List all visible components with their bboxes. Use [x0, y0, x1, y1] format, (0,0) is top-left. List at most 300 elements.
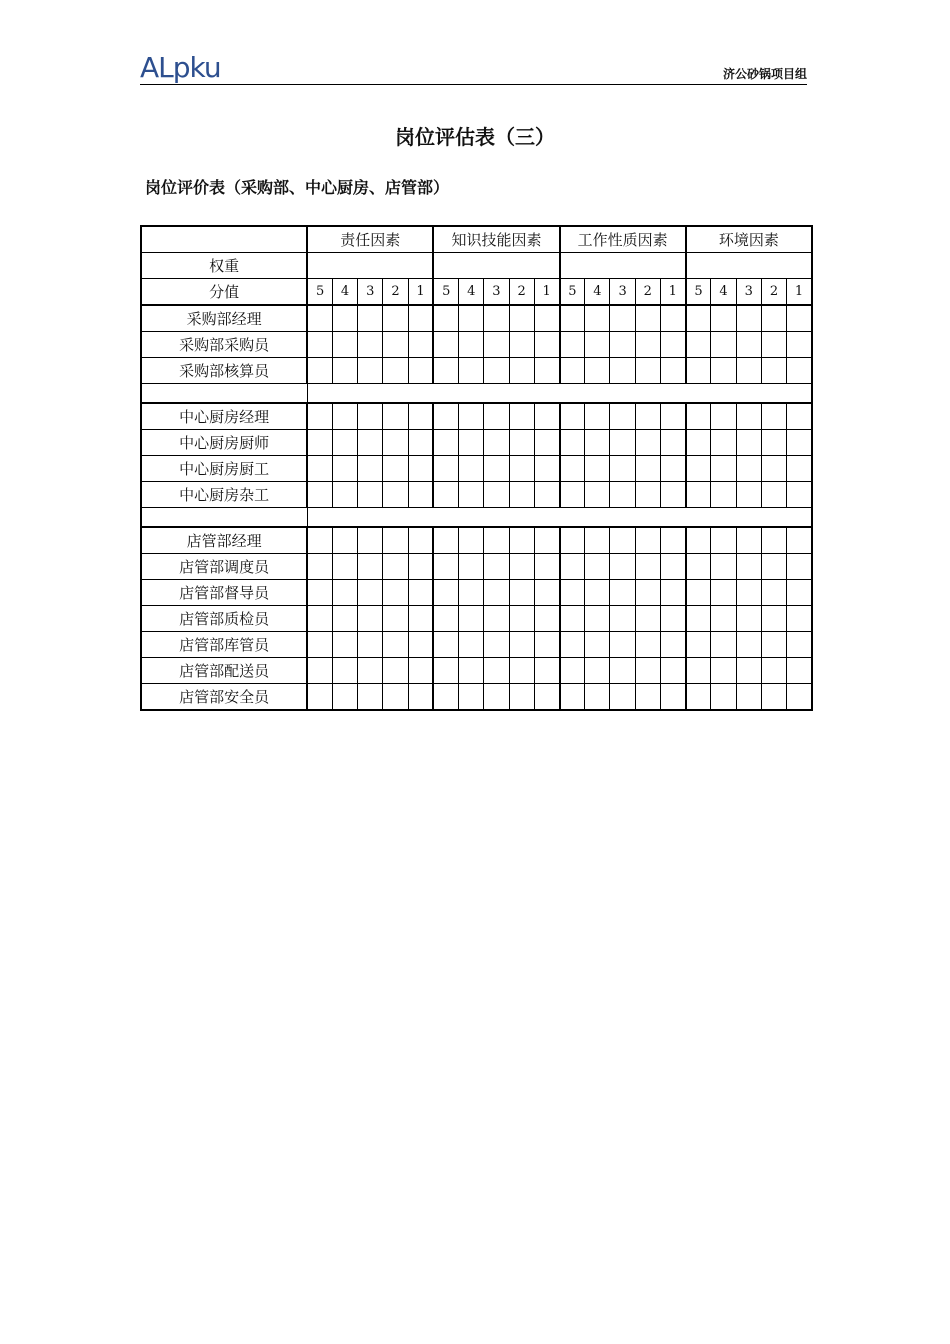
rating-cell — [358, 456, 383, 482]
rating-cell — [761, 403, 786, 430]
rating-cell — [358, 403, 383, 430]
rating-cell — [560, 684, 585, 711]
rating-cell — [736, 658, 761, 684]
rating-cell — [408, 658, 433, 684]
factor-header: 责任因素 — [307, 226, 433, 253]
rating-cell — [736, 430, 761, 456]
rating-cell — [711, 332, 736, 358]
position-label: 店管部库管员 — [141, 632, 307, 658]
rating-cell — [534, 554, 559, 580]
rating-cell — [332, 658, 357, 684]
position-row — [141, 403, 812, 430]
rating-cell — [408, 554, 433, 580]
position-row — [141, 332, 812, 358]
rating-cell — [358, 606, 383, 632]
rating-cell — [635, 305, 660, 332]
rating-cell — [484, 358, 509, 384]
rating-cell — [408, 684, 433, 711]
rating-cell — [560, 482, 585, 508]
rating-cell — [686, 482, 711, 508]
rating-cell — [534, 430, 559, 456]
score-value: 4 — [585, 279, 610, 306]
position-row — [141, 632, 812, 658]
rating-cell — [635, 554, 660, 580]
rating-cell — [307, 632, 332, 658]
score-value: 4 — [711, 279, 736, 306]
rating-cell — [585, 482, 610, 508]
position-label: 店管部督导员 — [141, 580, 307, 606]
score-label: 分值 — [141, 279, 307, 306]
rating-cell — [534, 632, 559, 658]
rating-cell — [686, 606, 711, 632]
rating-cell — [711, 684, 736, 711]
rating-cell — [761, 332, 786, 358]
score-value: 5 — [433, 279, 458, 306]
position-row — [141, 456, 812, 482]
rating-cell — [307, 658, 332, 684]
rating-cell — [332, 456, 357, 482]
rating-cell — [711, 554, 736, 580]
rating-cell — [686, 358, 711, 384]
rating-cell — [736, 403, 761, 430]
rating-cell — [534, 403, 559, 430]
weight-label: 权重 — [141, 253, 307, 279]
rating-cell — [686, 403, 711, 430]
separator-label-cell — [141, 508, 307, 528]
rating-cell — [484, 580, 509, 606]
rating-cell — [787, 305, 812, 332]
rating-cell — [761, 305, 786, 332]
rating-cell — [635, 606, 660, 632]
rating-cell — [635, 684, 660, 711]
rating-cell — [433, 554, 458, 580]
rating-cell — [610, 554, 635, 580]
rating-cell — [686, 632, 711, 658]
rating-cell — [408, 456, 433, 482]
rating-cell — [610, 482, 635, 508]
score-value: 2 — [509, 279, 534, 306]
rating-cell — [459, 684, 484, 711]
position-label: 中心厨房厨师 — [141, 430, 307, 456]
rating-cell — [787, 580, 812, 606]
rating-cell — [635, 332, 660, 358]
rating-cell — [509, 527, 534, 554]
rating-cell — [635, 456, 660, 482]
rating-cell — [459, 305, 484, 332]
rating-cell — [484, 456, 509, 482]
rating-cell — [761, 430, 786, 456]
rating-cell — [761, 632, 786, 658]
rating-cell — [509, 482, 534, 508]
score-value: 3 — [484, 279, 509, 306]
table-subtitle: 岗位评价表（采购部、中心厨房、店管部） — [145, 178, 450, 197]
rating-cell — [459, 482, 484, 508]
separator-cell — [307, 384, 812, 404]
rating-cell — [534, 684, 559, 711]
rating-cell — [358, 482, 383, 508]
rating-cell — [787, 456, 812, 482]
rating-cell — [509, 580, 534, 606]
rating-cell — [509, 358, 534, 384]
rating-cell — [736, 305, 761, 332]
rating-cell — [660, 527, 685, 554]
rating-cell — [459, 606, 484, 632]
rating-cell — [433, 606, 458, 632]
rating-cell — [307, 456, 332, 482]
rating-cell — [408, 632, 433, 658]
rating-cell — [459, 430, 484, 456]
rating-cell — [787, 358, 812, 384]
rating-cell — [736, 580, 761, 606]
rating-cell — [433, 332, 458, 358]
rating-cell — [307, 403, 332, 430]
rating-cell — [534, 482, 559, 508]
rating-cell — [761, 606, 786, 632]
rating-cell — [534, 580, 559, 606]
rating-cell — [484, 403, 509, 430]
rating-cell — [660, 456, 685, 482]
rating-cell — [610, 684, 635, 711]
score-value: 4 — [459, 279, 484, 306]
rating-cell — [307, 332, 332, 358]
rating-cell — [459, 358, 484, 384]
rating-cell — [736, 554, 761, 580]
rating-cell — [635, 632, 660, 658]
rating-cell — [660, 430, 685, 456]
rating-cell — [358, 527, 383, 554]
rating-cell — [358, 658, 383, 684]
rating-cell — [787, 403, 812, 430]
rating-cell — [610, 527, 635, 554]
rating-cell — [585, 358, 610, 384]
rating-cell — [459, 632, 484, 658]
rating-cell — [660, 658, 685, 684]
rating-cell — [787, 430, 812, 456]
weight-cell — [560, 253, 686, 279]
score-value: 2 — [635, 279, 660, 306]
rating-cell — [509, 554, 534, 580]
rating-cell — [711, 305, 736, 332]
rating-cell — [560, 606, 585, 632]
rating-cell — [711, 606, 736, 632]
rating-cell — [484, 332, 509, 358]
rating-cell — [383, 632, 408, 658]
rating-cell — [736, 606, 761, 632]
rating-cell — [635, 358, 660, 384]
rating-cell — [332, 332, 357, 358]
rating-cell — [383, 305, 408, 332]
rating-cell — [560, 527, 585, 554]
rating-cell — [509, 456, 534, 482]
rating-cell — [560, 305, 585, 332]
rating-cell — [560, 430, 585, 456]
rating-cell — [660, 332, 685, 358]
rating-cell — [711, 456, 736, 482]
rating-cell — [585, 632, 610, 658]
rating-cell — [383, 456, 408, 482]
rating-cell — [358, 632, 383, 658]
rating-cell — [433, 482, 458, 508]
score-value: 1 — [534, 279, 559, 306]
score-value: 1 — [660, 279, 685, 306]
score-value: 3 — [358, 279, 383, 306]
rating-cell — [433, 456, 458, 482]
position-label: 中心厨房经理 — [141, 403, 307, 430]
rating-cell — [332, 358, 357, 384]
rating-cell — [459, 332, 484, 358]
rating-cell — [635, 658, 660, 684]
rating-cell — [736, 456, 761, 482]
rating-cell — [736, 358, 761, 384]
rating-cell — [459, 580, 484, 606]
rating-cell — [610, 580, 635, 606]
separator-cell — [307, 508, 812, 528]
factor-header: 知识技能因素 — [433, 226, 559, 253]
rating-cell — [660, 606, 685, 632]
rating-cell — [383, 606, 408, 632]
rating-cell — [711, 482, 736, 508]
rating-cell — [585, 684, 610, 711]
weight-cell — [307, 253, 433, 279]
rating-cell — [383, 580, 408, 606]
rating-cell — [383, 554, 408, 580]
rating-cell — [761, 358, 786, 384]
position-label: 店管部质检员 — [141, 606, 307, 632]
rating-cell — [610, 658, 635, 684]
rating-cell — [585, 580, 610, 606]
rating-cell — [509, 606, 534, 632]
rating-cell — [332, 482, 357, 508]
rating-cell — [711, 658, 736, 684]
rating-cell — [408, 527, 433, 554]
rating-cell — [585, 305, 610, 332]
rating-cell — [383, 358, 408, 384]
rating-cell — [358, 305, 383, 332]
rating-cell — [332, 580, 357, 606]
rating-cell — [610, 358, 635, 384]
rating-cell — [459, 554, 484, 580]
position-row — [141, 527, 812, 554]
rating-cell — [307, 358, 332, 384]
rating-cell — [459, 658, 484, 684]
rating-cell — [358, 332, 383, 358]
rating-cell — [686, 554, 711, 580]
rating-cell — [585, 554, 610, 580]
rating-cell — [585, 658, 610, 684]
rating-cell — [383, 527, 408, 554]
page-title: 岗位评估表（三） — [395, 125, 555, 149]
rating-cell — [761, 580, 786, 606]
rating-cell — [534, 456, 559, 482]
rating-cell — [484, 632, 509, 658]
rating-cell — [711, 527, 736, 554]
rating-cell — [534, 358, 559, 384]
rating-cell — [787, 606, 812, 632]
rating-cell — [459, 403, 484, 430]
rating-cell — [736, 632, 761, 658]
score-value: 5 — [686, 279, 711, 306]
rating-cell — [332, 403, 357, 430]
rating-cell — [635, 430, 660, 456]
rating-cell — [736, 684, 761, 711]
score-value: 1 — [787, 279, 812, 306]
rating-cell — [332, 606, 357, 632]
position-label: 店管部经理 — [141, 527, 307, 554]
weight-cell — [433, 253, 559, 279]
rating-cell — [787, 554, 812, 580]
rating-cell — [736, 527, 761, 554]
corner-cell — [141, 226, 307, 253]
rating-cell — [736, 482, 761, 508]
rating-cell — [358, 684, 383, 711]
factor-header: 工作性质因素 — [560, 226, 686, 253]
logo-text: ALpku — [140, 51, 221, 84]
position-label: 采购部核算员 — [141, 358, 307, 384]
position-label: 店管部配送员 — [141, 658, 307, 684]
rating-cell — [358, 358, 383, 384]
position-row — [141, 580, 812, 606]
rating-cell — [787, 658, 812, 684]
rating-cell — [787, 527, 812, 554]
rating-cell — [433, 430, 458, 456]
factor-header: 环境因素 — [686, 226, 812, 253]
position-label: 采购部采购员 — [141, 332, 307, 358]
rating-cell — [484, 527, 509, 554]
rating-cell — [307, 482, 332, 508]
rating-cell — [534, 658, 559, 684]
rating-cell — [585, 332, 610, 358]
rating-cell — [408, 305, 433, 332]
rating-cell — [711, 632, 736, 658]
rating-cell — [787, 332, 812, 358]
rating-cell — [509, 305, 534, 332]
alpku-logo — [140, 52, 221, 84]
rating-cell — [484, 658, 509, 684]
rating-cell — [686, 430, 711, 456]
rating-cell — [711, 403, 736, 430]
rating-cell — [660, 632, 685, 658]
score-value: 3 — [610, 279, 635, 306]
rating-cell — [433, 305, 458, 332]
rating-cell — [484, 430, 509, 456]
rating-cell — [484, 554, 509, 580]
rating-cell — [761, 684, 786, 711]
rating-cell — [534, 606, 559, 632]
position-label: 中心厨房厨工 — [141, 456, 307, 482]
rating-cell — [383, 430, 408, 456]
score-row — [141, 279, 812, 306]
score-value: 2 — [761, 279, 786, 306]
rating-cell — [736, 332, 761, 358]
rating-cell — [686, 658, 711, 684]
rating-cell — [711, 358, 736, 384]
rating-cell — [433, 684, 458, 711]
rating-cell — [585, 606, 610, 632]
rating-cell — [560, 403, 585, 430]
position-row — [141, 554, 812, 580]
rating-cell — [686, 684, 711, 711]
rating-cell — [358, 580, 383, 606]
rating-cell — [509, 684, 534, 711]
rating-cell — [787, 684, 812, 711]
group-separator-row — [141, 508, 812, 528]
rating-cell — [408, 606, 433, 632]
project-group-label: 济公砂锅项目组 — [722, 67, 807, 81]
rating-cell — [408, 482, 433, 508]
rating-cell — [585, 527, 610, 554]
position-row — [141, 358, 812, 384]
rating-cell — [459, 527, 484, 554]
rating-cell — [761, 527, 786, 554]
rating-cell — [660, 482, 685, 508]
rating-cell — [332, 554, 357, 580]
rating-cell — [610, 430, 635, 456]
separator-label-cell — [141, 384, 307, 404]
position-row — [141, 482, 812, 508]
rating-cell — [610, 456, 635, 482]
rating-cell — [686, 456, 711, 482]
rating-cell — [585, 456, 610, 482]
rating-cell — [635, 482, 660, 508]
group-separator-row — [141, 384, 812, 404]
rating-cell — [408, 430, 433, 456]
rating-cell — [635, 403, 660, 430]
rating-cell — [660, 554, 685, 580]
rating-cell — [358, 554, 383, 580]
rating-cell — [711, 430, 736, 456]
rating-cell — [433, 527, 458, 554]
rating-cell — [610, 305, 635, 332]
score-value: 5 — [560, 279, 585, 306]
rating-cell — [610, 403, 635, 430]
rating-cell — [560, 632, 585, 658]
rating-cell — [585, 403, 610, 430]
rating-cell — [332, 632, 357, 658]
rating-cell — [332, 430, 357, 456]
rating-cell — [761, 482, 786, 508]
rating-cell — [433, 580, 458, 606]
position-label: 采购部经理 — [141, 305, 307, 332]
score-value: 3 — [736, 279, 761, 306]
rating-cell — [787, 632, 812, 658]
rating-cell — [408, 332, 433, 358]
rating-cell — [509, 403, 534, 430]
rating-cell — [711, 580, 736, 606]
rating-cell — [534, 527, 559, 554]
position-label: 中心厨房杂工 — [141, 482, 307, 508]
rating-cell — [660, 580, 685, 606]
rating-cell — [383, 684, 408, 711]
rating-cell — [761, 658, 786, 684]
rating-cell — [761, 554, 786, 580]
evaluation-table — [140, 225, 813, 711]
rating-cell — [433, 403, 458, 430]
rating-cell — [408, 403, 433, 430]
rating-cell — [408, 358, 433, 384]
rating-cell — [585, 430, 610, 456]
rating-cell — [484, 606, 509, 632]
rating-cell — [332, 305, 357, 332]
score-value: 4 — [332, 279, 357, 306]
rating-cell — [686, 305, 711, 332]
rating-cell — [433, 358, 458, 384]
rating-cell — [509, 658, 534, 684]
rating-cell — [307, 527, 332, 554]
rating-cell — [761, 456, 786, 482]
rating-cell — [534, 305, 559, 332]
rating-cell — [509, 632, 534, 658]
rating-cell — [560, 658, 585, 684]
